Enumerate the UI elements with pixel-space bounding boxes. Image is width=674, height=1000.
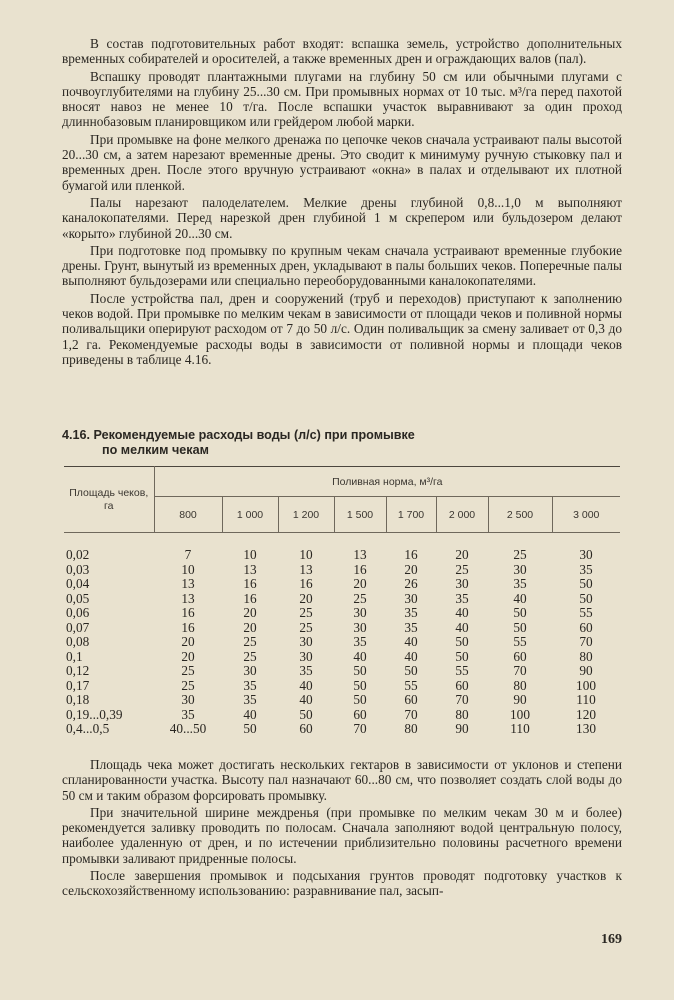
table-row bbox=[64, 708, 620, 723]
flow-rate-cell: 60 bbox=[353, 706, 367, 722]
flow-rate-cell: 55 bbox=[404, 677, 418, 693]
flow-rate-cell: 50 bbox=[455, 648, 469, 664]
flow-rate-cell: 50 bbox=[455, 634, 469, 649]
flow-rate-cell: 50 bbox=[513, 605, 527, 620]
page-number: 169 bbox=[601, 932, 622, 947]
flow-rate-cell: 13 bbox=[243, 561, 257, 577]
flow-rate-cell: 25 bbox=[243, 648, 257, 664]
flow-rate-cell: 16 bbox=[181, 605, 195, 620]
flow-rate-cell: 10 bbox=[181, 561, 195, 577]
norm-header-cell: 1 700 bbox=[386, 497, 436, 533]
flow-rate-cell: 110 bbox=[510, 721, 530, 736]
table-row bbox=[64, 592, 620, 607]
flow-rate-cell: 13 bbox=[181, 590, 195, 606]
flow-rate-cell: 40 bbox=[455, 619, 469, 635]
flow-rate-cell: 40 bbox=[404, 634, 418, 649]
table-row bbox=[64, 533, 620, 563]
flow-rate-cell: 80 bbox=[455, 706, 469, 722]
norm-header-cell: 800 bbox=[154, 497, 222, 533]
flow-rate-cell: 10 bbox=[299, 547, 313, 562]
flow-rate-cell: 35 bbox=[513, 576, 527, 591]
flow-rate-cell: 70 bbox=[455, 692, 469, 707]
flow-rate-cell: 13 bbox=[299, 561, 313, 577]
flow-rate-cell: 40 bbox=[299, 692, 313, 707]
flow-rate-cell: 70 bbox=[579, 634, 593, 649]
flow-rate-cell: 35 bbox=[404, 605, 418, 620]
area-cell: 0,02 bbox=[66, 547, 90, 562]
flow-rate-cell: 25 bbox=[299, 605, 313, 620]
table-row bbox=[64, 563, 620, 578]
flow-rate-cell: 13 bbox=[181, 576, 195, 591]
flow-rate-cell: 120 bbox=[576, 706, 596, 722]
flow-rate-cell: 55 bbox=[579, 605, 593, 620]
flow-rate-cell: 16 bbox=[299, 576, 313, 591]
area-cell: 0,08 bbox=[66, 634, 90, 649]
flow-rate-table bbox=[64, 466, 620, 737]
paragraph: После устройства пал, дрен и сооружений (труб и переходов) приступают к заполнению чеков водой. При промывке по мелким чекам в зависимости от площади чеков и поливной нормы поливальщики оперируют расходом от 7 до 50 л/с. Один поливальщик за смену заливает от 0,3 до 1,2 га. Рекомендуемые расходы воды в зависимости от поливной нормы и площади чеков приведены в таблице 4.16. bbox=[62, 290, 622, 367]
flow-rate-cell: 35 bbox=[579, 561, 593, 577]
flow-rate-cell: 90 bbox=[513, 692, 527, 707]
flow-rate-cell: 100 bbox=[510, 706, 530, 722]
flow-rate-cell: 50 bbox=[579, 576, 593, 591]
table-caption-line2: по мелким чекам bbox=[102, 443, 209, 457]
flow-rate-cell: 30 bbox=[243, 663, 257, 678]
flow-rate-cell: 13 bbox=[353, 547, 367, 562]
flow-rate-cell: 20 bbox=[243, 605, 257, 620]
body-text-bottom bbox=[62, 757, 622, 899]
table-row bbox=[64, 577, 620, 592]
flow-rate-cell: 20 bbox=[353, 576, 367, 591]
area-cell: 0,12 bbox=[66, 663, 90, 678]
paragraph: Вспашку проводят плантажными плугами на глубину 50 см или обычными плугами с почвоуглубителями на глубину 25...30 см. При промывных нормах от 10 тыс. м³/га перед пахотой вносят навоз не менее 10 т/га. После вспашки участок выравнивают за один проход длиннобазовым планировщиком или грейдером любой марки. bbox=[62, 68, 622, 130]
area-cell: 0,17 bbox=[66, 677, 90, 693]
paragraph: При значительной ширине междренья (при промывке по мелким чекам 30 м и более) рекомендуется заливку проводить по полосам. Сначала заполняют водой центральную полосу, наиболее удаленную от дрен, и по истечении приблизительно половины расчетного времени промывки заливают придренные полосы. bbox=[62, 804, 622, 866]
area-cell: 0,4...0,5 bbox=[66, 721, 110, 736]
flow-rate-cell: 50 bbox=[243, 721, 257, 736]
flow-rate-cell: 35 bbox=[353, 634, 367, 649]
flow-rate-cell: 30 bbox=[579, 547, 593, 562]
area-cell: 0,1 bbox=[66, 648, 83, 664]
flow-rate-cell: 16 bbox=[404, 547, 418, 562]
table-row bbox=[64, 679, 620, 694]
table-caption bbox=[62, 428, 622, 458]
flow-rate-cell: 25 bbox=[299, 619, 313, 635]
flow-rate-cell: 16 bbox=[243, 590, 257, 606]
flow-rate-cell: 80 bbox=[404, 721, 418, 736]
flow-rate-cell: 20 bbox=[404, 561, 418, 577]
flow-rate-cell: 26 bbox=[404, 576, 418, 591]
flow-rate-cell: 20 bbox=[181, 634, 195, 649]
body-text-top bbox=[62, 36, 622, 367]
flow-rate-cell: 35 bbox=[455, 590, 469, 606]
paragraph: После завершения промывок и подсыхания грунтов проводят подготовку участков к сельскохозяйственному использованию: разравнивание пал, засып- bbox=[62, 868, 622, 899]
paragraph: Площадь чека может достигать нескольких гектаров в зависимости от уклонов и степени спланированности участка. Высоту пал назначают 60...80 см, что позволяет создать слой воды до 50 см и таким образом форсировать промывку. bbox=[62, 757, 622, 803]
area-cell: 0,19...0,39 bbox=[66, 706, 123, 722]
flow-rate-cell: 35 bbox=[243, 677, 257, 693]
table-caption-line1: 4.16. Рекомендуемые расходы воды (л/с) при промывке bbox=[62, 428, 415, 442]
flow-rate-cell: 20 bbox=[243, 619, 257, 635]
table-body bbox=[64, 533, 620, 737]
flow-rate-cell: 40 bbox=[243, 706, 257, 722]
flow-rate-cell: 60 bbox=[455, 677, 469, 693]
flow-rate-cell: 30 bbox=[353, 605, 367, 620]
flow-rate-cell: 50 bbox=[353, 677, 367, 693]
flow-rate-cell: 20 bbox=[181, 648, 195, 664]
flow-rate-cell: 40 bbox=[513, 590, 527, 606]
flow-rate-cell: 35 bbox=[299, 663, 313, 678]
flow-rate-cell: 25 bbox=[513, 547, 527, 562]
flow-rate-cell: 50 bbox=[579, 590, 593, 606]
table-row bbox=[64, 621, 620, 636]
flow-rate-cell: 70 bbox=[404, 706, 418, 722]
table-row bbox=[64, 606, 620, 621]
flow-rate-cell: 40 bbox=[404, 648, 418, 664]
flow-rate-cell: 25 bbox=[243, 634, 257, 649]
table-row bbox=[64, 635, 620, 650]
flow-rate-cell: 20 bbox=[455, 547, 469, 562]
flow-rate-cell: 35 bbox=[404, 619, 418, 635]
flow-rate-cell: 35 bbox=[243, 692, 257, 707]
irrigation-norm-header: Поливная норма, м³/га bbox=[154, 467, 620, 497]
flow-rate-cell: 80 bbox=[513, 677, 527, 693]
flow-rate-cell: 30 bbox=[299, 634, 313, 649]
flow-rate-cell: 40...50 bbox=[169, 721, 207, 736]
norm-header-cell: 1 500 bbox=[334, 497, 386, 533]
paragraph: В состав подготовительных работ входят: вспашка земель, устройство дополнительных временных собирателей и оросителей, а также временных дрен и ограждающих валов (пал). bbox=[62, 36, 622, 67]
flow-rate-cell: 16 bbox=[243, 576, 257, 591]
flow-rate-cell: 16 bbox=[353, 561, 367, 577]
flow-rate-cell: 30 bbox=[353, 619, 367, 635]
flow-rate-cell: 100 bbox=[576, 677, 596, 693]
norm-header-cell: 2 500 bbox=[488, 497, 552, 533]
flow-rate-cell: 130 bbox=[576, 721, 596, 736]
flow-rate-cell: 30 bbox=[181, 692, 195, 707]
flow-rate-cell: 7 bbox=[184, 547, 192, 562]
flow-rate-cell: 30 bbox=[455, 576, 469, 591]
norm-header-cell: 1 200 bbox=[278, 497, 334, 533]
area-column-header: Площадь чеков, га bbox=[64, 467, 154, 533]
flow-rate-cell: 50 bbox=[353, 692, 367, 707]
flow-rate-cell: 25 bbox=[181, 663, 195, 678]
flow-rate-cell: 55 bbox=[455, 663, 469, 678]
flow-rate-cell: 90 bbox=[579, 663, 593, 678]
flow-rate-cell: 10 bbox=[243, 547, 257, 562]
flow-rate-cell: 30 bbox=[299, 648, 313, 664]
norm-header-cell: 2 000 bbox=[436, 497, 488, 533]
flow-rate-cell: 50 bbox=[299, 706, 313, 722]
flow-rate-cell: 16 bbox=[181, 619, 195, 635]
flow-rate-cell: 110 bbox=[576, 692, 596, 707]
flow-rate-cell: 30 bbox=[513, 561, 527, 577]
flow-rate-cell: 20 bbox=[299, 590, 313, 606]
flow-rate-cell: 25 bbox=[455, 561, 469, 577]
flow-rate-cell: 60 bbox=[579, 619, 593, 635]
flow-rate-cell: 60 bbox=[299, 721, 313, 736]
table-row bbox=[64, 722, 620, 737]
flow-rate-cell: 80 bbox=[579, 648, 593, 664]
flow-rate-cell: 25 bbox=[181, 677, 195, 693]
table-row bbox=[64, 650, 620, 665]
flow-rate-cell: 90 bbox=[455, 721, 469, 736]
flow-rate-cell: 40 bbox=[455, 605, 469, 620]
flow-rate-cell: 60 bbox=[404, 692, 418, 707]
flow-rate-cell: 50 bbox=[513, 619, 527, 635]
area-cell: 0,18 bbox=[66, 692, 90, 707]
area-cell: 0,05 bbox=[66, 590, 90, 606]
paragraph: При подготовке под промывку по крупным чекам сначала устраивают временные глубокие дрены. Грунт, вынутый из временных дрен, укладывают в палы больших чеков. Поперечные палы выполняют бульдозерами или специально переоборудованными каналокопателями. bbox=[62, 242, 622, 289]
area-cell: 0,04 bbox=[66, 576, 90, 591]
flow-rate-cell: 35 bbox=[181, 706, 195, 722]
flow-rate-cell: 50 bbox=[353, 663, 367, 678]
flow-rate-cell: 50 bbox=[404, 663, 418, 678]
flow-rate-cell: 40 bbox=[353, 648, 367, 664]
flow-rate-cell: 70 bbox=[513, 663, 527, 678]
area-cell: 0,07 bbox=[66, 619, 90, 635]
flow-rate-cell: 25 bbox=[353, 590, 367, 606]
flow-rate-cell: 70 bbox=[353, 721, 367, 736]
norm-header-cell: 1 000 bbox=[222, 497, 278, 533]
flow-rate-cell: 30 bbox=[404, 590, 418, 606]
area-cell: 0,03 bbox=[66, 561, 90, 577]
flow-rate-cell: 40 bbox=[299, 677, 313, 693]
norm-header-cell: 3 000 bbox=[552, 497, 620, 533]
table-row bbox=[64, 664, 620, 679]
table-row bbox=[64, 693, 620, 708]
flow-rate-table-wrapper bbox=[64, 466, 624, 737]
paragraph: При промывке на фоне мелкого дренажа по цепочке чеков сначала устраивают палы высотой 20...30 см, а затем нарезают временные дрены. Это сводит к минимуму ручную стыковку пал и временных дрен. После этого вручную устраивают «окна» в палах и отделывают их плотной бумагой или пленкой. bbox=[62, 131, 622, 193]
area-cell: 0,06 bbox=[66, 605, 90, 620]
flow-rate-cell: 55 bbox=[513, 634, 527, 649]
paragraph: Палы нарезают палоделателем. Мелкие дрены глубиной 0,8...1,0 м выполняют каналокопателями. Перед нарезкой дрен глубиной 1 м скрепером или бульдозером делают «корыто» глубиной 20...30 см. bbox=[62, 194, 622, 241]
flow-rate-cell: 60 bbox=[513, 648, 527, 664]
